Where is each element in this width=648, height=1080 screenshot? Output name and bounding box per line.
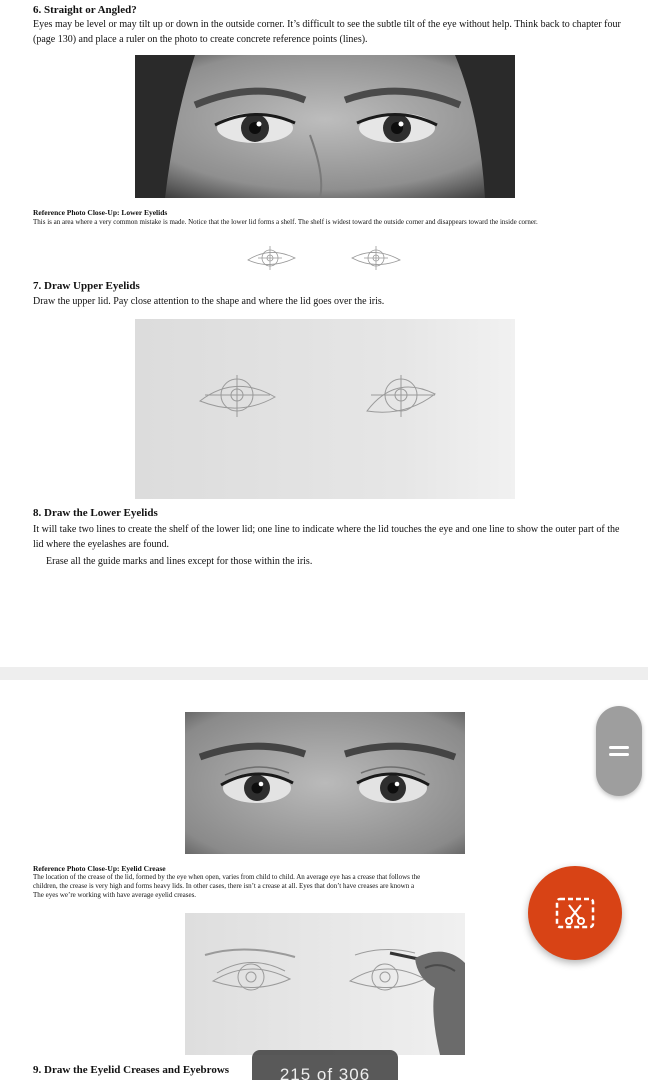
reference-photo-eyes	[135, 55, 515, 198]
section-6-heading: 6. Straight or Angled?	[33, 4, 137, 16]
section-6-body: Eyes may be level or may tilt up or down in the outside corner. It’s difficult to see the subtle tilt of the eye without help. Think back to chapter four (page 130) and place a ruler on the photo to create concrete reference points (lines).	[33, 19, 621, 45]
scissors-screenshot-icon	[553, 891, 597, 935]
eyelid-crease-drawing	[185, 913, 465, 1055]
section-7-body: Draw the upper lid. Pay close attention to the shape and where the lid goes over the iris.	[33, 296, 385, 307]
section-8-body: It will take two lines to create the shelf of the lower lid; one line to indicate where the lid touches the eye and one line to show the outer part of the lid where the eyelashes are found.	[33, 524, 620, 550]
reference-photo-eyelid-crease	[185, 712, 465, 854]
caption-2-line-1: The location of the crease of the lid, formed by the eye when open, varies from child to child. An average eye has a crease that follows the	[33, 873, 421, 881]
section-8-body-2: Erase all the guide marks and lines except for those within the iris.	[46, 556, 313, 567]
section-8-heading: 8. Draw the Lower Eyelids	[33, 507, 158, 519]
caption-2-line-3: The eyes we’re working with have average eyelid creases.	[33, 891, 197, 899]
pause-button[interactable]	[596, 706, 642, 796]
page-indicator: 215 of 306	[252, 1050, 398, 1080]
screenshot-button[interactable]	[528, 866, 622, 960]
lower-eyelid-sketches	[240, 242, 420, 274]
section-7-heading: 7. Draw Upper Eyelids	[33, 280, 140, 292]
caption-2-line-2: children, the crease is very high and forms heavy lids. In other cases, there isn’t a crease at all. Eyes that don’t have creases are known a	[33, 882, 415, 890]
caption-2-title: Reference Photo Close-Up: Eyelid Crease	[33, 864, 166, 873]
caption-1-title: Reference Photo Close-Up: Lower Eyelids	[33, 208, 168, 217]
section-9-heading: 9. Draw the Eyelid Creases and Eyebrows	[33, 1064, 230, 1076]
upper-eyelid-drawing	[135, 319, 515, 499]
pause-icon	[606, 738, 632, 764]
caption-1-body: This is an area where a very common mistake is made. Notice that the lower lid forms a shelf. The shelf is widest toward the outside corner and disappears toward the inside corner.	[33, 218, 538, 226]
